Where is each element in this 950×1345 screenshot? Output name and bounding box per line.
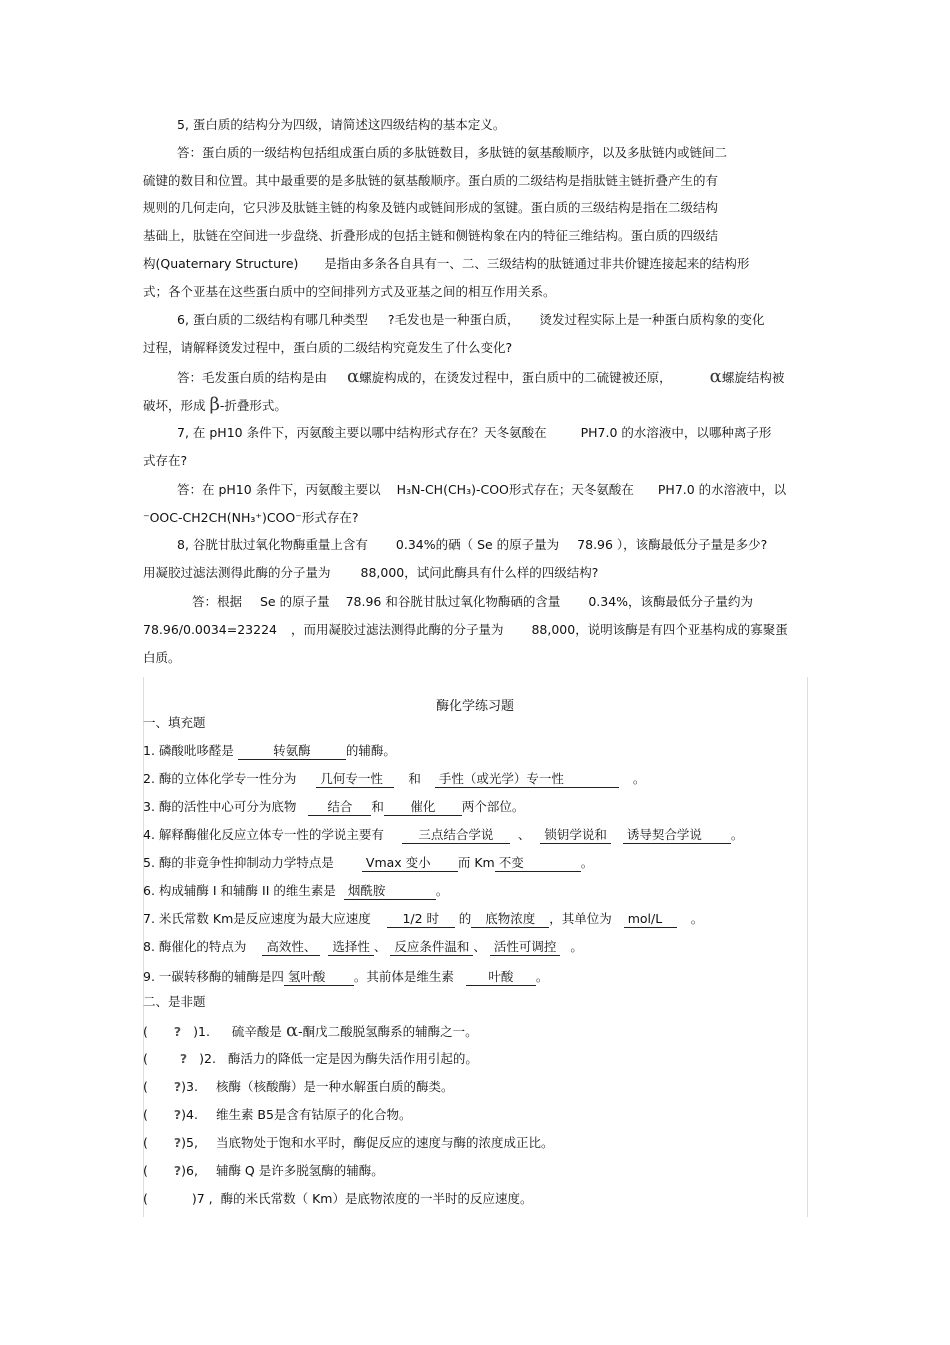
- q5-question: 5, 蛋白质的结构分为四级，请简述这四级结构的基本定义。: [177, 117, 506, 132]
- tf-1-paren: (: [143, 1024, 148, 1039]
- fill-9-mid: 。其前体是维生素: [353, 969, 454, 984]
- tf-1-text: 硫辛酸是: [231, 1024, 282, 1039]
- q6-answer-line-1: [177, 368, 784, 387]
- tf-item-5: [143, 1134, 553, 1152]
- tf-item-7: [143, 1190, 533, 1208]
- q8-question-2a: 用凝胶过滤法测得此酶的分子量为: [143, 565, 331, 580]
- fill-8-post: 。: [570, 939, 583, 954]
- fill-5-post: 。: [580, 855, 594, 870]
- fill-7-text: 7. 米氏常数 Km是反应速度为最大应速度: [143, 911, 371, 926]
- fill-1-text: 1. 磷酸吡哆醛是: [143, 743, 234, 758]
- fill-8-answer-2: 选择性: [328, 939, 374, 956]
- q8-answer-1b: Se 的原子量: [260, 594, 330, 609]
- tf-5-mark: ?: [173, 1135, 182, 1150]
- fill-7-answer-1: 1/2 时: [387, 911, 455, 928]
- tf-2-paren: (: [143, 1051, 148, 1066]
- beta-symbol: β: [209, 394, 220, 415]
- q8-answer-2c: 88,000，说明该酶是有四个亚基构成的寡聚蛋: [531, 622, 788, 637]
- fill-3-answer-2: 催化: [384, 799, 462, 816]
- q8-question-1c: 78.96 ），该酶最低分子量是多少?: [577, 537, 768, 552]
- tf-6-mark: ?: [173, 1163, 182, 1178]
- tf-item-4: [143, 1106, 411, 1124]
- q7-question-line-1: [177, 424, 771, 442]
- tf-1-number: )1.: [193, 1024, 210, 1039]
- fill-item-2: [143, 770, 645, 788]
- fill-4-mid: 、: [517, 827, 531, 842]
- fill-8-text: 8. 酶催化的特点为: [143, 939, 247, 954]
- tf-7-number: )7 ,: [191, 1191, 213, 1206]
- q7-answer-2a: ⁻OOC-CH2CH(NH₃⁺)COO⁻: [143, 510, 302, 525]
- fill-8-answer-1: 高效性、: [262, 939, 320, 956]
- q8-question-2b: 88,000，试问此酶具有什么样的四级结构?: [360, 565, 599, 580]
- q7-answer-line-1: [177, 481, 786, 499]
- fill-8-answer-4: 活性可调控: [490, 939, 561, 956]
- q5-answer-line-2: 硫键的数目和位置。其中最重要的是多肽链的氨基酸顺序。蛋白质的二级结构是指肽链主链折叠产生的有: [143, 173, 719, 188]
- fill-item-7: [143, 910, 703, 928]
- fill-6-post: 。: [435, 883, 449, 898]
- fill-item-8: [143, 938, 583, 956]
- exercise-title: 酶化学练习题: [435, 699, 514, 714]
- q8-answer-line-2: [143, 621, 788, 639]
- fill-3-mid: 和: [371, 799, 384, 814]
- tf-4-number: )4.: [181, 1107, 198, 1122]
- q5-answer-line-6: 式；各个亚基在这些蛋白质中的空间排列方式及亚基之间的相互作用关系。: [143, 284, 556, 299]
- q7-answer-1b: H₃N-CH(CH₃)-COO: [396, 482, 509, 497]
- q8-answer-1a: 答：根据: [192, 594, 243, 609]
- fill-item-3: [143, 798, 524, 816]
- fill-4-answer-1: 三点结合学说: [402, 827, 510, 844]
- fill-7-mid-2: ，其单位为: [549, 911, 612, 926]
- tf-4-text: 维生素 B5是含有钴原子的化合物。: [215, 1107, 412, 1122]
- tf-3-text: 核酶（核酸酶）是一种水解蛋白质的酶类。: [215, 1079, 454, 1094]
- q6-answer-2b: -折叠形式。: [219, 398, 287, 413]
- q6-answer-2a: 破坏，形成: [143, 398, 206, 413]
- tf-4-mark: ?: [173, 1107, 182, 1122]
- fill-9-text: 9. 一碳转移酶的辅酶是四: [143, 969, 284, 984]
- tf-1-text-2: -酮戊二酸脱氢酶系的辅酶之一。: [298, 1024, 478, 1039]
- fill-7-answer-2: 底物浓度: [471, 911, 549, 928]
- tf-7-paren: (: [143, 1191, 148, 1206]
- fill-4-post: 。: [730, 827, 744, 842]
- q6-question-1c: 烫发过程实际上是一种蛋白质构象的变化: [539, 312, 765, 327]
- q7-answer-2b: 形式存在?: [301, 510, 359, 525]
- q5-answer-line-4: 基础上，肽链在空间进一步盘绕、折叠形成的包括主链和侧链构象在内的特征三维结构。蛋白质的四级结: [143, 228, 719, 243]
- q8-answer-line-3: 白质。: [143, 650, 181, 665]
- fill-item-4: [143, 826, 743, 844]
- fill-2-answer-2: 手性（或光学）专一性: [435, 771, 619, 788]
- alpha-symbol: α: [347, 366, 360, 387]
- q7-question-line-2: 式存在?: [143, 453, 188, 468]
- tf-item-3: [143, 1078, 453, 1096]
- q5-answer-line-5a: 构(Quaternary Structure): [143, 256, 299, 271]
- fill-1-post: 的辅酶。: [345, 743, 396, 758]
- fill-9-post: 。: [535, 969, 549, 984]
- tf-3-number: )3.: [181, 1079, 198, 1094]
- q6-answer-line-2: [143, 396, 287, 415]
- fill-4-answer-2: 锁钥学说和: [540, 827, 611, 844]
- q6-question-1a: 6, 蛋白质的二级结构有哪几种类型: [177, 312, 368, 327]
- fill-6-text: 6. 构成辅酶 I 和辅酶 II 的维生素是: [143, 883, 336, 898]
- fill-1-answer: 转氨酶: [238, 743, 346, 760]
- fill-7-answer-3: mol/L: [624, 911, 677, 928]
- tf-5-number: )5,: [181, 1135, 198, 1150]
- q5-answer-line-1: 答：蛋白质的一级结构包括组成蛋白质的多肽链数目，多肽链的氨基酸顺序，以及多肽链内或链间二: [177, 145, 728, 160]
- fill-9-answer-1: 氢叶酸: [284, 969, 354, 986]
- section-fill-in: 一、填充题: [143, 715, 206, 730]
- fill-5-mid: 而 Km: [457, 855, 495, 870]
- fill-7-mid: 的: [458, 911, 472, 926]
- tf-5-paren: (: [143, 1135, 148, 1150]
- tf-2-mark: ?: [179, 1051, 188, 1066]
- fill-8-mid-2: 、: [473, 939, 486, 954]
- q8-answer-line-1: [192, 593, 753, 611]
- q6-answer-1a: 答：毛发蛋白质的结构是由: [177, 370, 328, 385]
- fill-8-mid: 、: [373, 939, 387, 954]
- q8-answer-1d: 0.34%，该酶最低分子量约为: [588, 594, 754, 609]
- tf-3-paren: (: [143, 1079, 148, 1094]
- tf-item-1: [143, 1022, 478, 1041]
- fill-3-answer-1: 结合: [308, 799, 371, 816]
- fill-5-answer-1: Vmax 变小: [362, 855, 458, 872]
- fill-2-mid: 和: [408, 771, 421, 786]
- tf-1-mark: ?: [173, 1024, 182, 1039]
- tf-2-text: 酶活力的降低一定是因为酶失活作用引起的。: [227, 1051, 478, 1066]
- alpha-symbol-2: α: [709, 366, 722, 387]
- q7-answer-line-2: [143, 509, 358, 527]
- q7-answer-1a: 答：在 pH10 条件下，丙氨酸主要以: [177, 482, 381, 497]
- fill-item-1: [143, 742, 396, 760]
- fill-7-post: 。: [690, 911, 704, 926]
- fill-item-9: [143, 968, 548, 986]
- fill-8-answer-3: 反应条件温和: [390, 939, 473, 956]
- fill-2-post: 。: [632, 771, 646, 786]
- q8-question-line-2: [143, 564, 598, 582]
- alpha-symbol-3: α: [285, 1020, 299, 1041]
- fill-4-text: 4. 解释酶催化反应立体专一性的学说主要有: [143, 827, 384, 842]
- q7-answer-1d: PH7.0 的水溶液中，以: [657, 482, 787, 497]
- tf-5-text: 当底物处于饱和水平时，酶促反应的速度与酶的浓度成正比。: [215, 1135, 554, 1150]
- fill-3-text: 3. 酶的活性中心可分为底物: [143, 799, 297, 814]
- fill-5-text: 5. 酶的非竟争性抑制动力学特点是: [143, 855, 334, 870]
- q5-answer-line-5b: 是指由多条各自具有一、二、三级结构的肽链通过非共价键连接起来的结构形: [324, 256, 750, 271]
- fill-9-answer-2: 叶酸: [466, 969, 536, 986]
- fill-2-answer-1: 几何专一性: [316, 771, 394, 788]
- section-true-false: 二、是非题: [143, 994, 206, 1009]
- q8-question-1b: 0.34%的硒（ Se 的原子量为: [395, 537, 560, 552]
- q5-answer-line-5: [143, 255, 749, 273]
- fill-2-text: 2. 酶的立体化学专一性分为: [143, 771, 297, 786]
- fill-5-answer-2: 不变: [495, 855, 581, 872]
- tf-7-text: 酶的米氏常数（ Km）是底物浓度的一半时的反应速度。: [220, 1191, 533, 1206]
- q6-question-line-2: 过程，请解释烫发过程中，蛋白质的二级结构究竟发生了什么变化?: [143, 340, 513, 355]
- tf-2-number: )2.: [199, 1051, 216, 1066]
- fill-6-answer: 烟酰胺: [344, 883, 436, 900]
- tf-3-mark: ?: [173, 1079, 182, 1094]
- fill-4-answer-3: 诱导契合学说: [623, 827, 731, 844]
- tf-item-6: [143, 1162, 384, 1180]
- q6-question-line-1: [177, 311, 765, 329]
- q5-answer-line-3: 规则的几何走向，它只涉及肽链主链的构象及链内或链间形成的氢键。蛋白质的三级结构是指在二级结构: [143, 200, 719, 215]
- q6-answer-1c: 螺旋结构被: [721, 370, 785, 385]
- tf-4-paren: (: [143, 1107, 148, 1122]
- q8-answer-1c: 78.96 和谷胱甘肽过氧化物酶硒的含量: [345, 594, 561, 609]
- fill-item-5: [143, 854, 593, 872]
- q7-answer-1c: 形式存在；天冬氨酸在: [508, 482, 634, 497]
- q8-answer-2b: ，而用凝胶过滤法测得此酶的分子量为: [290, 622, 504, 637]
- tf-item-2: [143, 1050, 478, 1068]
- fill-3-post: 两个部位。: [461, 799, 525, 814]
- fill-item-6: [143, 882, 448, 900]
- q6-answer-1b: 螺旋构成的，在烫发过程中，蛋白质中的二硫键被还原，: [359, 370, 672, 385]
- q6-question-1b: ?毛发也是一种蛋白质，: [387, 312, 520, 327]
- q8-answer-2a: 78.96/0.0034=23224: [143, 622, 277, 637]
- tf-6-text: 辅酶 Q 是许多脱氢酶的辅酶。: [215, 1163, 384, 1178]
- q7-question-1b: PH7.0 的水溶液中，以哪种离子形: [580, 425, 772, 440]
- tf-6-number: )6,: [181, 1163, 198, 1178]
- q8-question-1a: 8, 谷胱甘肽过氧化物酶重量上含有: [177, 537, 368, 552]
- q8-question-line-1: [177, 536, 767, 554]
- tf-6-paren: (: [143, 1163, 148, 1178]
- q7-question-1a: 7, 在 pH10 条件下，丙氨酸主要以哪中结构形式存在？天冬氨酸在: [177, 425, 547, 440]
